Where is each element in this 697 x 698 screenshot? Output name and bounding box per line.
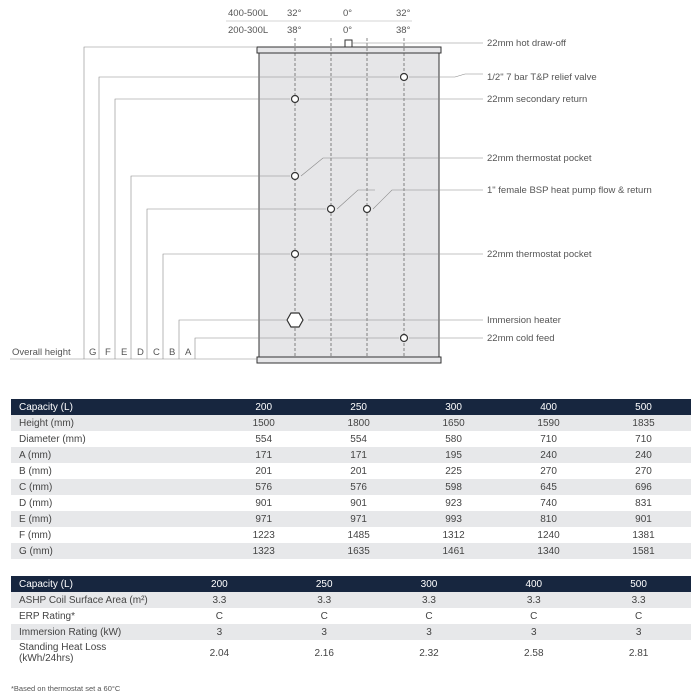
dimension-letter-a: A — [185, 347, 192, 358]
row-label: A (mm) — [11, 447, 216, 463]
table-cell: 810 — [501, 511, 596, 527]
dimension-letter-d: D — [137, 347, 144, 358]
row-label: G (mm) — [11, 543, 216, 559]
table-cell: C — [215, 610, 224, 622]
hot-draw-off-connection — [345, 40, 352, 47]
header-200: 200 — [167, 576, 272, 592]
angle-capacity-label: 400-500L — [228, 8, 269, 19]
heat-pump-flow-port — [328, 206, 335, 213]
table-cell: 3.3 — [272, 592, 377, 608]
header-250: 250 — [311, 399, 406, 415]
table-row — [11, 495, 691, 511]
header-300: 300 — [377, 576, 482, 592]
angle-mid: 0° — [343, 25, 353, 36]
table-cell: 576 — [311, 479, 406, 495]
dimension-letter-e: E — [121, 347, 128, 358]
table-cell: 3.3 — [377, 592, 482, 608]
row-label: Standing Heat Loss (kWh/24hrs) — [19, 642, 107, 664]
table-row — [11, 447, 691, 463]
header-250: 250 — [272, 576, 377, 592]
dimensions-table — [11, 399, 691, 559]
table-cell: 923 — [445, 497, 462, 509]
table-cell: 3 — [586, 624, 691, 640]
cold-feed-port — [401, 335, 408, 342]
header-500: 500 — [586, 576, 691, 592]
table-cell: 1323 — [216, 543, 311, 559]
overall-height-label: Overall height — [12, 347, 71, 358]
table-cell: 2.04 — [209, 647, 230, 659]
table-cell: 1800 — [311, 415, 406, 431]
row-label: ASHP Coil Surface Area (m²) — [11, 592, 167, 608]
table-cell: 1461 — [406, 543, 501, 559]
table-cell: 3.3 — [167, 592, 272, 608]
table-cell: 2.32 — [419, 647, 439, 659]
footnote: *Based on thermostat set a 60°C — [11, 684, 121, 693]
table-cell: 270 — [540, 465, 557, 477]
table-row — [11, 640, 691, 666]
table-cell: 2.16 — [314, 647, 334, 659]
table-cell: 710 — [540, 433, 557, 445]
row-label: C (mm) — [11, 479, 216, 495]
header-400: 400 — [501, 399, 596, 415]
table-cell: 240 — [596, 447, 691, 463]
callout-thermostat-pocket-upper: 22mm thermostat pocket — [487, 153, 592, 164]
callout-heat-pump-flow-return: 1" female BSP heat pump flow & return — [487, 185, 652, 196]
table-cell: 171 — [216, 447, 311, 463]
table-cell: C — [634, 610, 643, 622]
dimension-letter-f: F — [105, 347, 111, 358]
callout-cold-feed: 22mm cold feed — [487, 333, 555, 344]
table-cell: 576 — [216, 479, 311, 495]
table-header-row — [11, 399, 691, 415]
table-row — [11, 415, 691, 431]
row-label: B (mm) — [19, 465, 52, 477]
row-label: F (mm) — [19, 529, 52, 541]
dimension-letter-c: C — [153, 347, 160, 358]
performance-table — [11, 576, 691, 666]
header-capacity: Capacity (L) — [11, 576, 167, 592]
table-cell: C — [320, 610, 328, 622]
table-cell: 554 — [350, 433, 367, 445]
table-cell: 3 — [167, 624, 272, 640]
table-cell: 740 — [540, 497, 557, 509]
dimension-letter-b: B — [169, 347, 176, 358]
table-row — [11, 479, 691, 495]
header-200: 200 — [216, 399, 311, 415]
angle-left: 38° — [287, 25, 302, 36]
table-cell: 201 — [350, 465, 367, 477]
table-cell: 1340 — [501, 543, 596, 559]
cylinder — [257, 38, 441, 363]
table-cell: 201 — [255, 465, 273, 477]
table-row — [11, 608, 691, 624]
table-cell: 3 — [377, 624, 482, 640]
angle-right: 32° — [396, 8, 411, 19]
table-cell: 901 — [255, 497, 273, 509]
callout-labels — [487, 38, 652, 344]
angle-mid: 0° — [343, 8, 353, 19]
dimension-letter-g: G — [89, 347, 97, 358]
table-cell: 993 — [406, 511, 501, 527]
table-cell: 1312 — [442, 529, 465, 541]
table-row — [11, 463, 691, 479]
row-label: D (mm) — [19, 497, 53, 509]
row-label: Height (mm) — [11, 415, 216, 431]
table-cell: 710 — [635, 433, 652, 445]
callout-immersion-heater: Immersion heater — [487, 315, 561, 326]
table-cell: 1835 — [596, 415, 691, 431]
row-label: ERP Rating* — [19, 610, 75, 622]
callout-hot-draw-off: 22mm hot draw-off — [487, 38, 567, 49]
callout-relief-valve: 1/2" 7 bar T&P relief valve — [487, 72, 597, 83]
table-cell: 3.3 — [481, 592, 586, 608]
row-label: Immersion Rating (kW) — [11, 624, 167, 640]
table-cell: 1581 — [596, 543, 691, 559]
header-capacity: Capacity (L) — [11, 399, 216, 415]
table-cell: 580 — [445, 433, 462, 445]
dimension-labels — [12, 347, 192, 358]
table-cell: 3 — [481, 624, 586, 640]
table-cell: 1381 — [632, 529, 655, 541]
heat-pump-return-port — [364, 206, 371, 213]
table-cell: 1650 — [406, 415, 501, 431]
immersion-heater-port — [287, 313, 303, 327]
table-cell: 598 — [406, 479, 501, 495]
table-cell: 2.81 — [628, 647, 649, 659]
table-cell: C — [530, 610, 538, 622]
header-300: 300 — [406, 399, 501, 415]
table-cell: 1635 — [311, 543, 406, 559]
table-cell: 1240 — [537, 529, 560, 541]
table-cell: 1500 — [216, 415, 311, 431]
table-cell: 901 — [596, 511, 691, 527]
table-cell: 971 — [311, 511, 406, 527]
table-cell: C — [425, 610, 433, 622]
table-row — [11, 527, 691, 543]
table-cell: 240 — [501, 447, 596, 463]
angle-header — [226, 8, 412, 36]
header-500: 500 — [596, 399, 691, 415]
angle-left: 32° — [287, 8, 302, 19]
row-label: Diameter (mm) — [19, 433, 86, 445]
table-cell: 554 — [255, 433, 273, 445]
table-cell: 1223 — [252, 529, 275, 541]
angle-right: 38° — [396, 25, 411, 36]
table-cell: 3.3 — [586, 592, 691, 608]
table-cell: 831 — [635, 497, 652, 509]
table-row — [11, 431, 691, 447]
table-cell: 270 — [635, 465, 652, 477]
table-cell: 1485 — [347, 529, 370, 541]
thermostat-pocket-port — [292, 251, 299, 258]
table-cell: 3 — [272, 624, 377, 640]
relief-valve-port — [401, 74, 408, 81]
table-cell: 225 — [445, 465, 462, 477]
table-cell: 971 — [216, 511, 311, 527]
header-400: 400 — [481, 576, 586, 592]
row-label: E (mm) — [11, 511, 216, 527]
table-header-row — [11, 576, 691, 592]
table-cell: 645 — [501, 479, 596, 495]
thermostat-pocket-port — [292, 173, 299, 180]
table-cell: 696 — [596, 479, 691, 495]
table-row — [11, 511, 691, 527]
table-row — [11, 624, 691, 640]
table-row — [11, 543, 691, 559]
table-cell: 2.58 — [524, 647, 544, 659]
angle-capacity-label: 200-300L — [228, 25, 269, 36]
table-cell: 901 — [350, 497, 367, 509]
table-cell: 171 — [311, 447, 406, 463]
callout-secondary-return: 22mm secondary return — [487, 94, 588, 105]
table-row — [11, 592, 691, 608]
secondary-return-port — [292, 96, 299, 103]
table-cell: 195 — [406, 447, 501, 463]
table-cell: 1590 — [501, 415, 596, 431]
callout-thermostat-pocket-lower: 22mm thermostat pocket — [487, 249, 592, 260]
